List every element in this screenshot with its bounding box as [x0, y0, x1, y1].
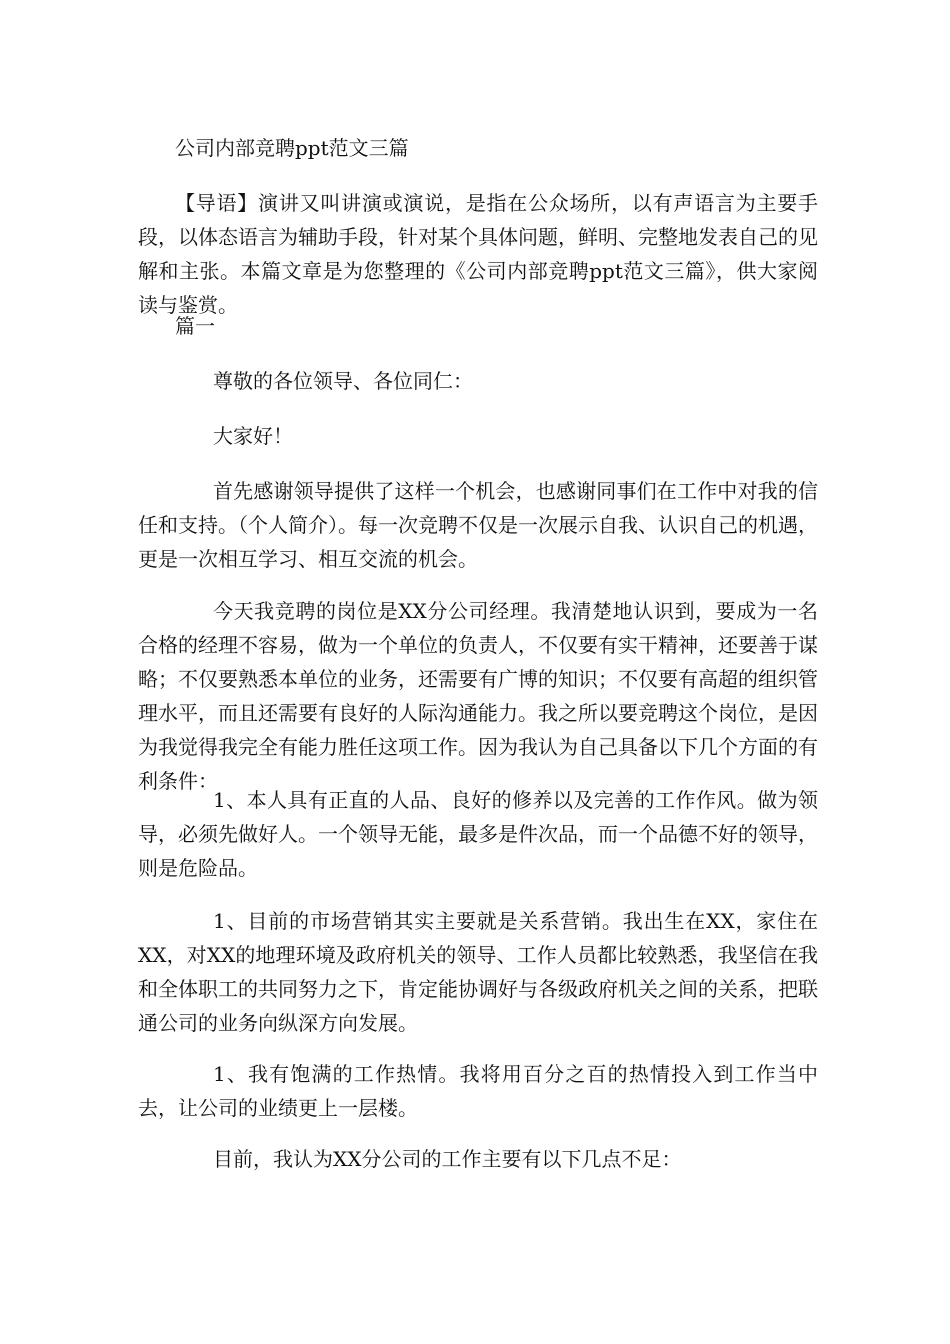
body-paragraph [138, 904, 818, 1040]
closing-line: 目前，我认为XX分公司的工作主要有以下几点不足： [213, 1147, 682, 1171]
body-paragraph [138, 783, 818, 885]
body-paragraph [138, 1057, 818, 1125]
document-title: 公司内部竞聘ppt范文三篇 [175, 136, 409, 160]
paragraph-text: 1、我有饱满的工作热情。我将用百分之百的热情投入到工作当中去，让公司的业绩更上一层楼。 [138, 1062, 818, 1120]
greeting: 大家好！ [213, 424, 293, 448]
body-paragraph [138, 594, 818, 798]
intro-text: 【导语】演讲又叫讲演或演说，是指在公众场所，以有声语言为主要手段，以体态语言为辅助手段，针对某个具体问题，鲜明、完整地发表自己的见解和主张。本篇文章是为您整理的《公司内部竞聘ppt范文三篇》，供大家阅读与鉴赏。 [138, 191, 818, 317]
section-heading: 篇一 [175, 314, 215, 338]
body-paragraph [138, 474, 818, 576]
paragraph-text: 1、目前的市场营销其实主要就是关系营销。我出生在XX，家住在XX，对XX的地理环境及政府机关的领导、工作人员都比较熟悉，我坚信在我和全体职工的共同努力之下，肯定能协调好与各级政府机关之间的关系，把联通公司的业务向纵深方向发展。 [138, 909, 818, 1035]
intro-paragraph [138, 186, 818, 322]
salutation: 尊敬的各位领导、各位同仁： [213, 369, 473, 393]
paragraph-text: 首先感谢领导提供了这样一个机会，也感谢同事们在工作中对我的信任和支持。（个人简介）。每一次竞聘不仅是一次展示自我、认识自己的机遇，更是一次相互学习、相互交流的机会。 [138, 479, 818, 571]
paragraph-text: 今天我竞聘的岗位是XX分公司经理。我清楚地认识到，要成为一名合格的经理不容易，做为一个单位的负责人，不仅要有实干精神，还要善于谋略；不仅要熟悉本单位的业务，还需要有广博的知识；不仅要有高超的组织管理水平，而且还需要有良好的人际沟通能力。我之所以要竞聘这个岗位，是因为我觉得我完全有能力胜任这项工作。因为我认为自己具备以下几个方面的有利条件： [138, 599, 818, 793]
paragraph-text: 1、本人具有正直的人品、良好的修养以及完善的工作作风。做为领导，必须先做好人。一个领导无能，最多是件次品，而一个品德不好的领导，则是危险品。 [138, 788, 818, 880]
